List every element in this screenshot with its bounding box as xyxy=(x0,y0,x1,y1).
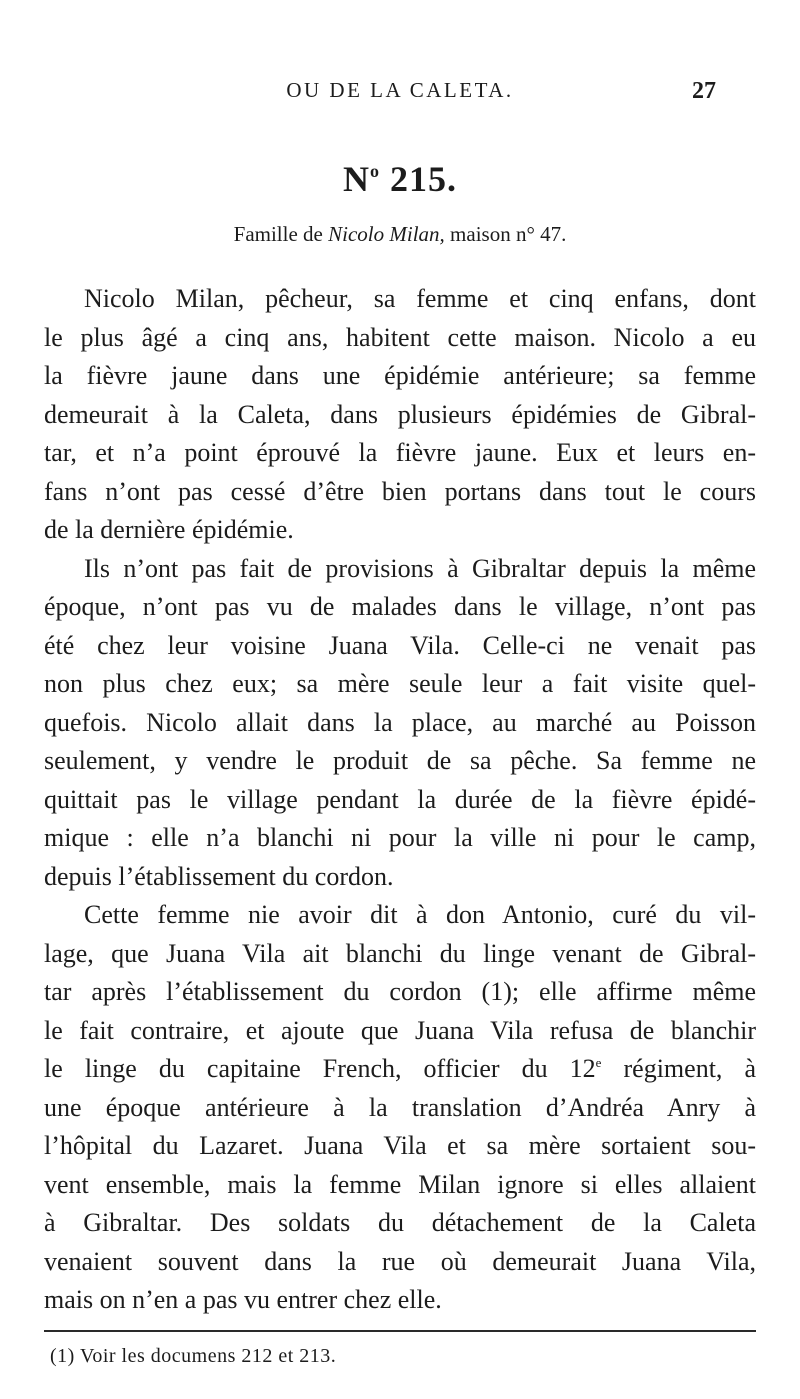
text-line: demeurait à la Caleta, dans plusieurs épidémies de Gibral- xyxy=(44,399,756,429)
subtitle-tail: maison n° 47. xyxy=(444,222,567,246)
text-line: l’hôpital du Lazaret. Juana Vila et sa mère sortaient sou- xyxy=(44,1131,756,1160)
text-line: vent ensemble, mais la femme Milan ignore si elles allaient xyxy=(44,1169,756,1199)
text-line: Ils n’ont pas fait de provisions à Gibraltar depuis la même xyxy=(84,553,756,583)
ordinal-sup: e xyxy=(595,1055,602,1070)
text-line: fans n’ont pas cessé d’être bien portans dans tout le cours xyxy=(44,476,756,506)
text-line: Nicolo Milan, pêcheur, sa femme et cinq enfans, dont xyxy=(84,284,756,313)
text-line: mique : elle n’a blanchi ni pour la ville ni pour le camp, xyxy=(44,823,756,852)
text-line: tar, et n’a point éprouvé la fièvre jaune. Eux et leurs en- xyxy=(44,438,756,467)
text-line: le plus âgé a cinq ans, habitent cette maison. Nicolo a eu xyxy=(44,322,756,352)
text-line: de la dernière épidémie. xyxy=(44,515,294,544)
text-line: tar après l’établissement du cordon (1); elle affirme même xyxy=(44,977,756,1006)
text-line: été chez leur voisine Juana Vila. Celle-ci ne venait pas xyxy=(44,630,756,660)
text-line: non plus chez eux; sa mère seule leur a fait visite quel- xyxy=(44,669,756,698)
text-line-with-superscript xyxy=(44,1050,756,1089)
text-line: Cette femme nie avoir dit à don Antonio, curé du vil- xyxy=(84,900,756,929)
number-sup: o xyxy=(370,161,380,181)
text-line: lage, que Juana Vila ait blanchi du linge venant de Gibral- xyxy=(44,938,756,968)
footnote: (1) Voir les documens 212 et 213. xyxy=(50,1345,337,1367)
number-prefix: N xyxy=(343,159,370,199)
line-head: le linge du capitaine French, officier du 12 xyxy=(44,1054,596,1083)
text-line: seulement, y vendre le produit de sa pêche. Sa femme ne xyxy=(44,746,756,775)
line-tail: régiment, à xyxy=(601,1054,757,1083)
footnote-rule xyxy=(44,1330,756,1332)
subtitle-lead: Famille de xyxy=(233,222,329,246)
text-line: venaient souvent dans la rue où demeurait Juana Vila, xyxy=(44,1246,756,1276)
text-line: époque, n’ont pas vu de malades dans le village, n’ont pas xyxy=(44,592,756,621)
text-line: à Gibraltar. Des soldats du détachement de la Caleta xyxy=(44,1208,756,1237)
document-subtitle xyxy=(0,222,800,247)
document-number xyxy=(0,158,800,200)
body-text xyxy=(44,280,756,1320)
text-line: mais on n’en a pas vu entrer chez elle. xyxy=(44,1285,442,1314)
text-line: la fièvre jaune dans une épidémie antérieure; sa femme xyxy=(44,361,756,390)
text-line: le fait contraire, et ajoute que Juana Vila refusa de blanchir xyxy=(44,1015,756,1045)
text-line: quittait pas le village pendant la durée de la fièvre épidé- xyxy=(44,784,756,814)
number-value: 215. xyxy=(380,159,457,199)
page-number: 27 xyxy=(692,78,716,104)
subtitle-name: Nicolo Milan, xyxy=(328,222,445,246)
running-head xyxy=(0,78,800,108)
text-line: une époque antérieure à la translation d’Andréa Anry à xyxy=(44,1092,756,1122)
text-line: quefois. Nicolo allait dans la place, au marché au Poisson xyxy=(44,707,756,737)
text-line: depuis l’établissement du cordon. xyxy=(44,861,394,891)
running-title: OU DE LA CALETA. xyxy=(286,78,514,102)
